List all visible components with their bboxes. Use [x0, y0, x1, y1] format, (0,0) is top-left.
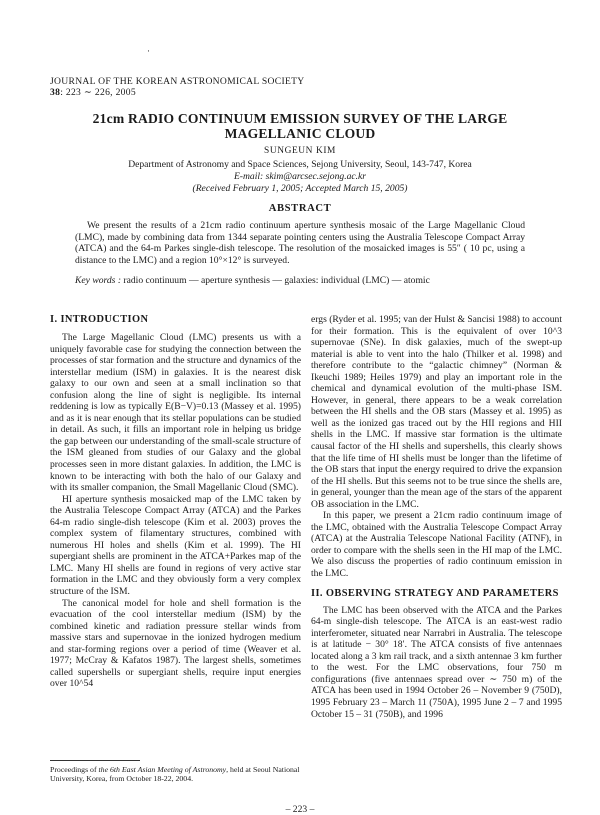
affiliation-block: [40, 159, 560, 194]
footnote: [50, 765, 301, 784]
received-dates: (Received February 1, 2005; Accepted March 15, 2005): [192, 182, 408, 194]
paper-title: [40, 111, 560, 141]
keywords-line: [75, 275, 525, 287]
footnote-prefix: Proceedings of: [50, 765, 97, 774]
title-line-1: 21cm RADIO CONTINUUM EMISSION SURVEY OF THE LARGE: [92, 111, 508, 126]
journal-name: JOURNAL OF THE KOREAN ASTRONOMICAL SOCIETY: [50, 76, 305, 87]
abstract-heading: ABSTRACT: [268, 203, 332, 214]
journal-volume: 38: [50, 87, 61, 98]
author-name: SUNGEUN KIM: [264, 146, 336, 156]
intro-paragraph-4: ergs (Ryder et al. 1995; van der Hulst & Sancisi 1988) to account for their formation. This is the equivalent of over 10^3 supernovae (SNe). In disk galaxies, much of the swept-up material is able to vent into the halo (Thilker et al. 1998) and therefore contribute to the “galactic chimney” (Norman & Ikeuchi 1989; Heiles 1979) and play an important role in the chemical and dynamical evolution of the multi-phase ISM. However, in general, there appears to be a weak correlation between the HI shells and the OB stars (Massey et al. 1995) as well as the ionized gas traced out by the HII regions and HII shells in the LMC. If massive star formation is the ultimate causal factor of the HI shells and supershells, this clearly shows that the life time of HI shells must be longer than the lifetime of the OB stars that input the energy required to drive the expansion of the HI shells. But this seems not to be true since the shells are, in general, younger than the mean age of the stars of the apparent OB association in the LMC.: [311, 314, 562, 510]
section-heading-introduction: I. INTRODUCTION: [50, 314, 149, 325]
observing-paragraph-1: The LMC has been observed with the ATCA and the Parkes 64-m single-dish telescope. The ATCA is an east-west radio interferometer, situated near Narrabri in Australia. The telescope is at latitude − 30° 18′. The ATCA consists of five antennaes located along a 3 km rail track, and a sixth antennae 3 km further to the west. For the LMC observations, four 750 m configurations (five antennaes spread over ∼ 750 m) of the ATCA has been used in 1994 October 26 – November 9 (750D), 1995 February 23 – March 11 (750A), 1995 June 2 – 7 and 1995 October 15 – 31 (750B), and 1996: [311, 604, 562, 720]
right-column: [311, 314, 562, 720]
footnote-suffix: , held at Seoul National University, Korea, from October 18-22, 2004.: [50, 765, 300, 784]
journal-header: [50, 76, 305, 98]
stray-mark: ·: [147, 46, 150, 56]
email-label: E-mail:: [233, 170, 264, 182]
page-number: – 223 –: [285, 804, 315, 815]
email-line: [40, 171, 560, 183]
title-line-2: MAGELLANIC CLOUD: [224, 126, 376, 141]
intro-paragraph-1: The Large Magellanic Cloud (LMC) presents us with a uniquely favorable case for studying the connection between the processes of star formation and the structure and dynamics of the interstellar medium (ISM) in galaxies. It is the nearest disk galaxy to our own and seen at a small inclination so that confusion along the line of sight is negligible. Its internal reddening is low as typically E(B−V)=0.13 (Massey et al. 1995) and as it is near enough that its stellar populations can be studied in detail. As such, it fills an important role in helping us bridge the gap between our understanding of the small-scale structure of the ISM gleaned from studies of our Galaxy and the global processes seen in more distant galaxies. In addition, the LMC is known to be interacting with both the halo of our Galaxy and with its smaller companion, the Small Magellanic Cloud (SMC).: [50, 332, 301, 494]
intro-paragraph-2: HI aperture synthesis mosaicked map of the LMC taken by the Australia Telescope Compact Array (ATCA) and the Parkes 64-m radio single-dish telescope (Kim et al. 2003) proves the complex system of filamentary structures, combined with numerous HI holes and shells (Kim et al. 1999). The HI supergiant shells are prominent in the ATCA+Parkes map of the LMC. Many HI shells are found in regions of very active star formation in the LMC and they obviously form a very complex structure of the ISM.: [50, 493, 301, 598]
footnote-meeting: the 6th East Asian Meeting of Astronomy: [98, 765, 227, 774]
intro-paragraph-3: The canonical model for hole and shell formation is the evacuation of the cool interstellar medium (ISM) by the combined kinetic and radiation pressure stellar winds from massive stars and supernovae in the ionized hydrogen medium and star-forming regions over a period of time (Weaver et al. 1977; McCray & Kafatos 1987). The largest shells, sometimes called supershells or supergiant shells, require input energies over 10^54: [50, 597, 301, 690]
intro-paragraph-5: In this paper, we present a 21cm radio continuum image of the LMC, obtained with the Australia Telescope Compact Array (ATCA) at the Australia Telescope National Facility (ATNF), in order to compare with the shells seen in the HI map of the LMC. We also discuss the properties of radio continuum emission in the LMC.: [311, 510, 562, 580]
abstract-text: We present the results of a 21cm radio continuum aperture synthesis mosaic of the Large Magellanic Cloud (LMC), made by combining data from 1344 separate pointing centers using the Australia Telescope Compact Array (ATCA) and the 64-m Parkes single-dish telescope. The resolution of the mosaicked images is 55″ ( 10 pc, using a distance to the LMC) and a region 10°×12° is surveyed.: [75, 220, 525, 267]
footnote-rule: [50, 760, 140, 761]
email-address: skim@arcsec.sejong.ac.kr: [265, 170, 367, 182]
journal-pages: : 223 ∼ 226, 2005: [60, 87, 136, 98]
journal-volume-line: [50, 87, 305, 98]
keywords-text: radio continuum — aperture synthesis — galaxies: individual (LMC) — atomic: [123, 275, 430, 286]
keywords-label: Key words :: [75, 275, 122, 286]
left-column: [50, 314, 301, 690]
affiliation: Department of Astronomy and Space Sciences, Sejong University, Seoul, 143-747, Korea: [128, 159, 472, 170]
section-heading-observing: II. OBSERVING STRATEGY AND PARAMETERS: [311, 587, 559, 599]
